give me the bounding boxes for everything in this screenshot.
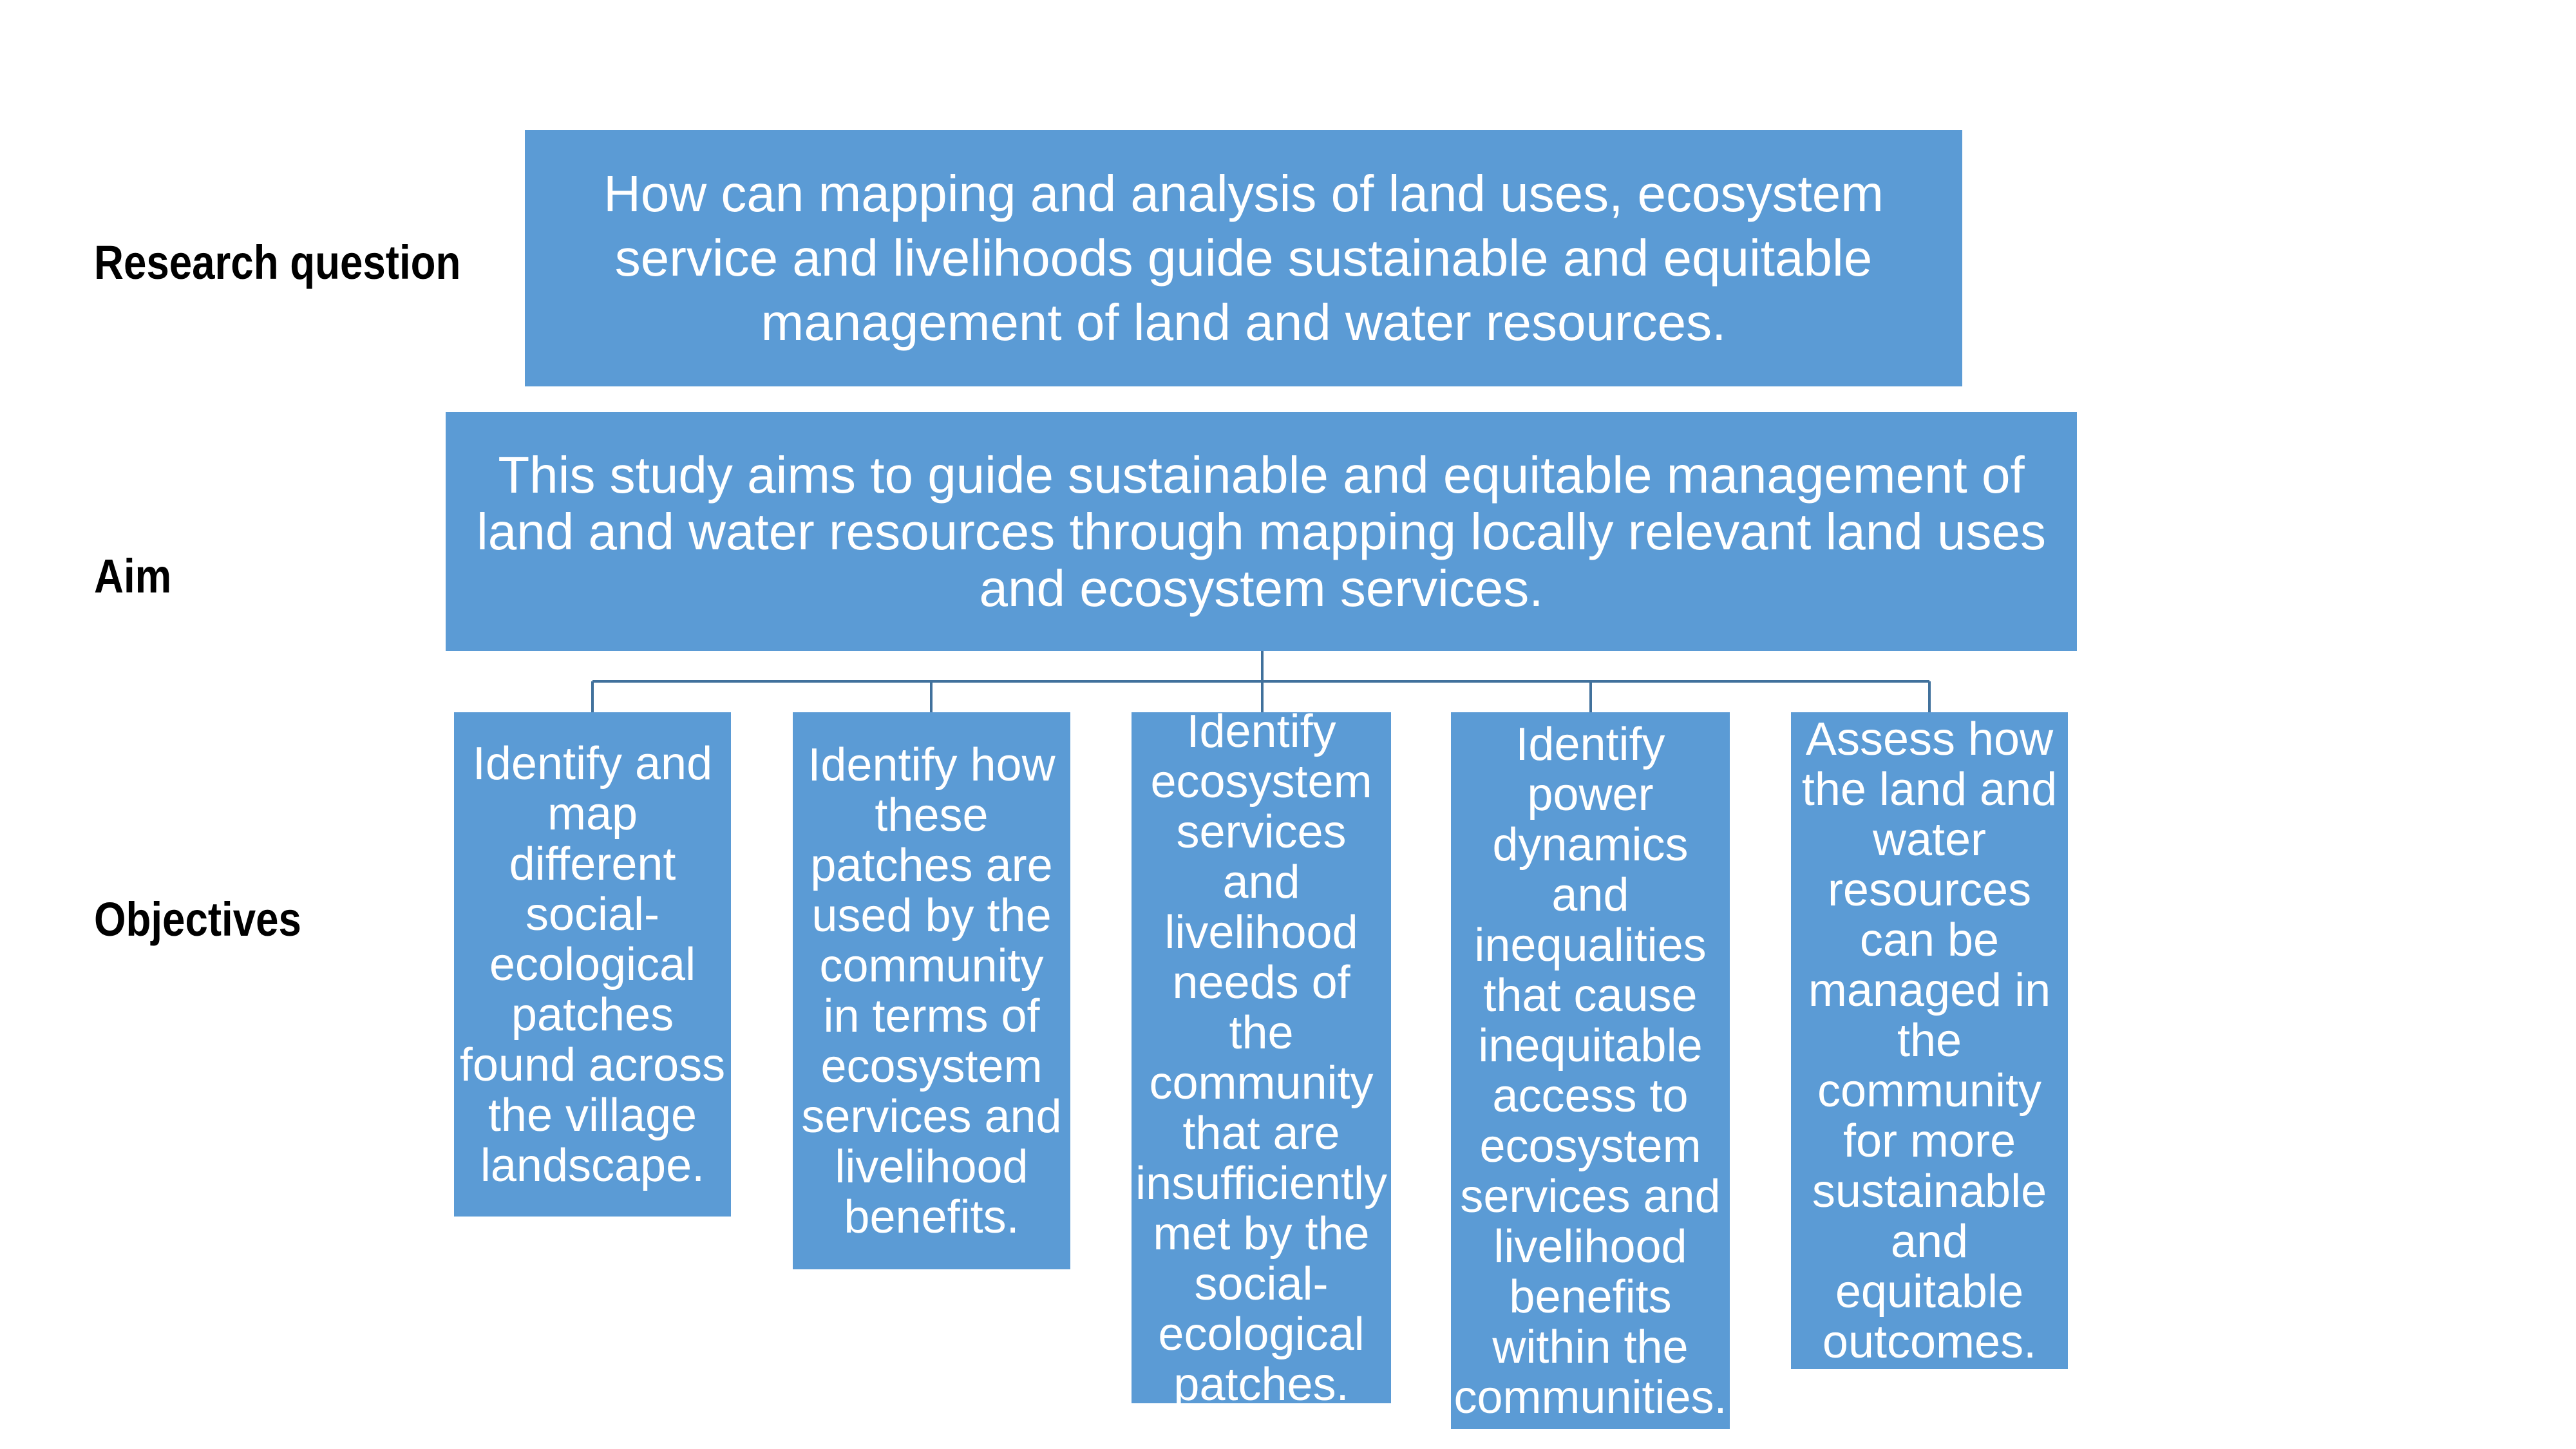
objective-2-box xyxy=(793,712,1070,1269)
objective-5-text: Assess how the land and water resources can be managed in the community for more sustainable and equitable outcomes. xyxy=(1801,714,2058,1368)
objective-4-box xyxy=(1451,712,1730,1429)
research-question-box xyxy=(525,130,1962,386)
objective-5-box xyxy=(1791,712,2068,1369)
aim-box xyxy=(446,412,2077,651)
aim-label: Aim xyxy=(94,549,172,603)
objective-3-text: Identify ecosystem services and livelihood needs of the community that are insufficiently met by the social-ecological patches. xyxy=(1135,705,1387,1410)
research-question-text: How can mapping and analysis of land uses, ecosystem service and livelihoods guide sustainable and equitable management of land and water resources. xyxy=(603,165,1884,351)
objective-3-box xyxy=(1132,705,1391,1410)
aim-text: This study aims to guide sustainable and equitable management of land and water resources through mapping locally relevant land uses and ecosystem services. xyxy=(477,446,2046,617)
objective-4-text: Identify power dynamics and inequalities that cause inequitable access to ecosystem services and livelihood benefits within the communities. xyxy=(1454,718,1727,1423)
objective-1-text: Identify and map different social-ecological patches found across the village landscape. xyxy=(459,737,726,1191)
objective-1-box xyxy=(454,712,731,1217)
objective-2-text: Identify how these patches are used by the community in terms of ecosystem services and livelihood benefits. xyxy=(801,739,1062,1243)
research-question-label: Research question xyxy=(94,236,461,289)
objectives-label: Objectives xyxy=(94,893,301,946)
